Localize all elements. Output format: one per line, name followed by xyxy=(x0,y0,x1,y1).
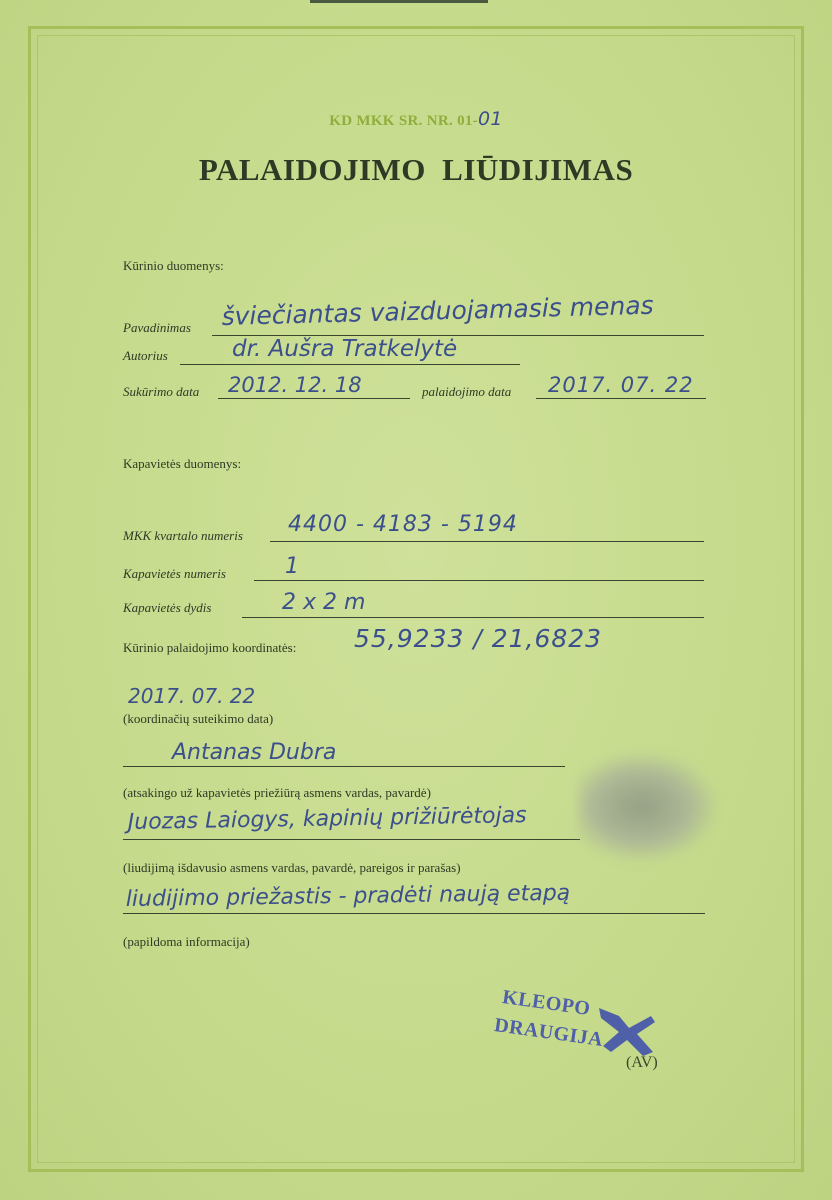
created-value: 2012. 12. 18 xyxy=(228,373,362,397)
grave-size-label: Kapavietės dydis xyxy=(123,600,212,615)
quarter-label: MKK kvartalo numeris xyxy=(123,528,243,543)
blurred-signature xyxy=(578,752,718,862)
grave-number-line xyxy=(254,580,704,581)
caretaker-line xyxy=(123,766,565,767)
author-label: Autorius xyxy=(123,348,168,363)
coordinates-date-caption: (koordinačių suteikimo data) xyxy=(123,711,274,726)
document-title: PALAIDOJIMO LIŪDIJIMAS xyxy=(198,152,634,187)
extra-info-line xyxy=(123,913,705,914)
document-number xyxy=(0,108,832,130)
name-value: šviečiantas vaizduojamasis menas xyxy=(221,290,654,331)
grave-number-label: Kapavietės numeris xyxy=(123,566,226,581)
caretaker-value: Antanas Dubra xyxy=(172,740,337,765)
quarter-line xyxy=(270,541,704,542)
scan-edge xyxy=(310,0,488,3)
association-stamp xyxy=(490,986,690,1081)
name-label: Pavadinimas xyxy=(123,320,191,335)
document-number-handwritten: 01 xyxy=(477,108,503,130)
coordinates-value: 55,9233 / 21,6823 xyxy=(354,624,603,653)
issuer-caption: (liudijimą išdavusio asmens vardas, pavardė, pareigos ir parašas) xyxy=(123,860,461,875)
stamp-initials: (AV) xyxy=(626,1054,658,1071)
created-line xyxy=(218,398,410,399)
author-line xyxy=(180,364,520,365)
issuer-value: Juozas Laiogys, kapinių prižiūrėtojas xyxy=(127,803,527,835)
work-section-heading: Kūrinio duomenys: xyxy=(123,258,224,273)
grave-size-line xyxy=(242,617,704,618)
grave-number-value: 1 xyxy=(285,554,299,579)
burial-date-value: 2017. 07. 22 xyxy=(548,373,694,397)
author-value: dr. Aušra Tratkelytė xyxy=(232,336,458,362)
coordinates-date-value: 2017. 07. 22 xyxy=(128,684,256,708)
document-number-prefix: KD MKK SR. NR. 01- xyxy=(329,113,478,129)
created-label: Sukūrimo data xyxy=(123,384,200,399)
coordinates-label: Kūrinio palaidojimo koordinatės: xyxy=(123,640,297,655)
extra-info-value: liudijimo priežastis - pradėti naują etapą xyxy=(125,880,571,912)
caretaker-caption: (atsakingo už kapavietės priežiūrą asmens vardas, pavardė) xyxy=(123,785,431,800)
issuer-line xyxy=(123,839,580,840)
stamp-text-line2: DRAUGIJA xyxy=(492,1014,605,1052)
quarter-value: 4400 - 4183 - 5194 xyxy=(288,512,518,537)
burial-date-label: palaidojimo data xyxy=(422,384,512,399)
grave-section-heading: Kapavietės duomenys: xyxy=(123,456,242,471)
grave-size-value: 2 x 2 m xyxy=(282,590,366,615)
stamp-x-icon xyxy=(593,1000,663,1060)
burial-date-line xyxy=(536,398,706,399)
extra-info-caption: (papildoma informacija) xyxy=(123,934,250,949)
stamp-text-line1: KLEOPO xyxy=(500,986,592,1021)
